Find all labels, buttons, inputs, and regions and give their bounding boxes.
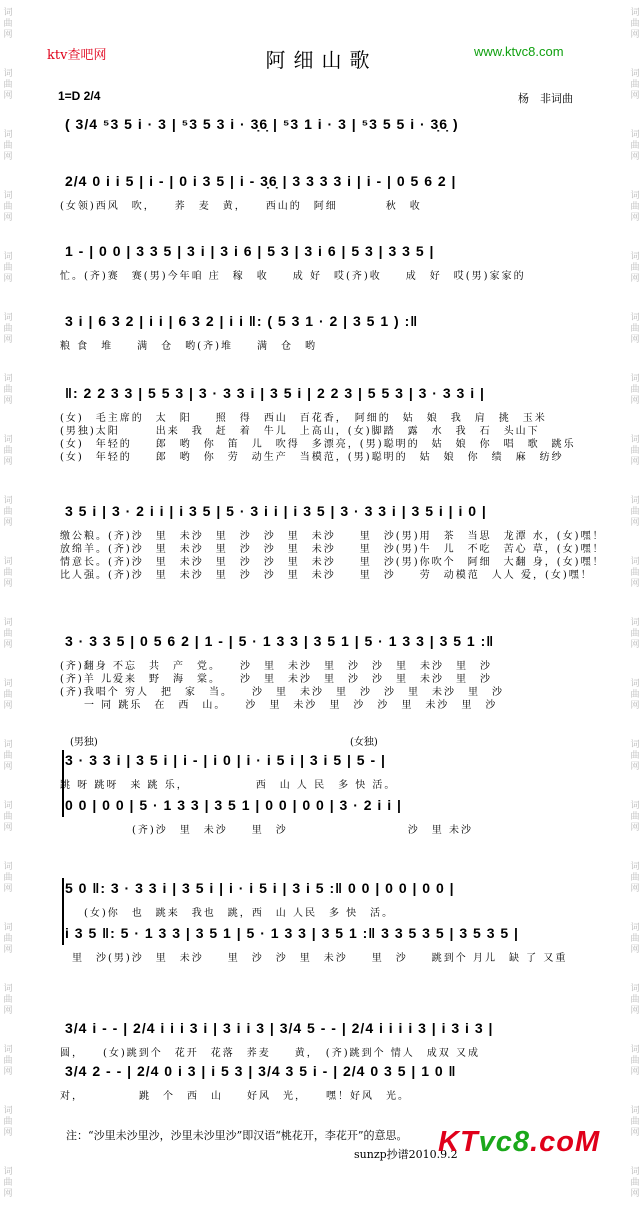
site-logo: KTvc8.coM (438, 1126, 601, 1158)
lyric-line: 粮 食 堆 满 仓 哟(齐)堆 满 仓 哟 (60, 341, 317, 352)
lyric-line: (齐)我唱个 穷人 把 家 当。 沙 里 未沙 里 沙 沙 里 未沙 里 沙 (60, 687, 504, 698)
watermark-text: 词 曲 网 (3, 862, 13, 894)
watermark-text: 词 曲 网 (3, 191, 13, 223)
author-credit: 杨 非词曲 (518, 92, 573, 105)
site-url-right: www.ktvc8.com (474, 44, 564, 59)
lyric-line: (女)你 也 跳来 我也 跳，西 山 人民 多 快 活。 (60, 908, 395, 919)
notation-line: 3 5 i | 3 · 2 i i | i 3 5 | 5 · 3 i i | i 3 5 | 3 · 3 3 i | 3 5 i | i 0 | (65, 503, 487, 519)
notation-line-lower: 0 0 | 0 0 | 5 · 1 3 3 | 3 5 1 | 0 0 | 0 0 | 3 · 2 i i | (65, 797, 402, 813)
watermark-text: 词 曲 网 (630, 130, 640, 162)
right-watermark-strip (627, 0, 643, 1219)
notation-line-lower: i 3 5 ‖: 5 · 1 3 3 | 3 5 1 | 5 · 1 3 3 | 3 5 1 :‖ 3 3 5 3 5 | 3 5 3 5 | (65, 925, 519, 941)
notation-line: 5 0 ‖: 3 · 3 3 i | 3 5 i | i · i 5 i | 3 i 5 :‖ 0 0 | 0 0 | 0 0 | (65, 880, 455, 896)
voice-label-male: (男独) (70, 737, 98, 748)
footnote: 注：“沙里未沙里沙，沙里未沙里沙”即汉语“桃花开，李花开”的意思。 (66, 1129, 408, 1142)
watermark-text: 词 曲 网 (630, 435, 640, 467)
lyric-line: (女) 年轻的 郎 哟 你 笛 儿 吹得 多漂亮，(男)聪明的 姑 娘 你 唱 歌 跳乐 (60, 439, 576, 450)
watermark-text: 词 曲 网 (630, 496, 640, 528)
watermark-text: 词 曲 网 (630, 8, 640, 40)
watermark-text: 词 曲 网 (630, 557, 640, 589)
notation-line: 3 i | 6 3 2 | i i | 6 3 2 | i i ‖: ( 5 3 1 · 2 | 3 5 1 ) :‖ (65, 313, 419, 329)
watermark-text: 词 曲 网 (630, 313, 640, 345)
lyric-line: (女领)西风 吹， 荞 麦 黄， 西山的 阿细 秋 收 (60, 201, 422, 212)
watermark-text: 词 曲 网 (630, 740, 640, 772)
watermark-text: 词 曲 网 (3, 923, 13, 955)
watermark-text: 词 曲 网 (630, 618, 640, 650)
lyric-line: (男独)太阳 出来 我 赶 着 牛儿 上高山，(女)脚踏 露 水 我 石 头山下 (60, 426, 540, 437)
watermark-text: 词 曲 网 (630, 69, 640, 101)
voice-label-female: (女独) (350, 737, 378, 748)
lyric-line-lower: (齐)沙 里 未沙 里 沙 沙 里 未沙 (60, 825, 473, 836)
notation-line: 3 · 3 3 i | 3 5 i | i - | i 0 | i · i 5 i | 3 i 5 | 5 - | (65, 752, 386, 768)
watermark-text: 词 曲 网 (630, 1106, 640, 1138)
watermark-text: 词 曲 网 (3, 740, 13, 772)
lyric-line: 一 同 跳乐 在 西 山。 沙 里 未沙 里 沙 沙 里 未沙 里 沙 (60, 700, 498, 711)
watermark-text: 词 曲 网 (3, 374, 13, 406)
lyric-line: (女) 毛主席的 太 阳 照 得 西山 百花香， 阿细的 姑 娘 我 肩 挑 玉米 (60, 413, 547, 424)
site-name-left: ktv查吧网 (47, 48, 107, 63)
key-signature: 1=D 2/4 (58, 89, 101, 103)
watermark-text: 词 曲 网 (630, 252, 640, 284)
lyric-line: 情意长。(齐)沙 里 未沙 里 沙 沙 里 未沙 里 沙(男)你吹个 阿细 大翻 身，(女)嘿！ (60, 557, 605, 568)
system-bracket (62, 750, 64, 817)
lyric-line: (齐)翻身 不忘 共 产 党。 沙 里 未沙 里 沙 沙 里 未沙 里 沙 (60, 661, 492, 672)
watermark-text: 词 曲 网 (3, 679, 13, 711)
system-bracket (62, 878, 64, 945)
watermark-text: 词 曲 网 (3, 801, 13, 833)
watermark-text: 词 曲 网 (630, 1167, 640, 1199)
watermark-text: 词 曲 网 (630, 1045, 640, 1077)
watermark-text: 词 曲 网 (630, 862, 640, 894)
notation-line: ‖: 2 2 3 3 | 5 5 3 | 3 · 3 3 i | 3 5 i | 2 2 3 | 5 5 3 | 3 · 3 3 i | (65, 385, 485, 401)
watermark-text: 词 曲 网 (3, 1167, 13, 1199)
lyric-line: 圆， (女)跳到个 花开 花落 荞麦 黄， (齐)跳到个 情人 成双 又成 (60, 1048, 480, 1059)
notation-line: 3/4 2 - - | 2/4 0 i 3 | i 5 3 | 3/4 3 5 i - | 2/4 0 3 5 | 1 0 ‖ (65, 1063, 457, 1079)
watermark-text: 词 曲 网 (3, 618, 13, 650)
watermark-text: 词 曲 网 (630, 923, 640, 955)
watermark-text: 词 曲 网 (630, 374, 640, 406)
lyric-line: (齐)羊 儿爱来 野 海 棠。 沙 里 未沙 里 沙 沙 里 未沙 里 沙 (60, 674, 492, 685)
lyric-line: 放绵羊。(齐)沙 里 未沙 里 沙 沙 里 未沙 里 沙(男)牛 儿 不吃 苦心 草，(女)嘿！ (60, 544, 605, 555)
watermark-text: 词 曲 网 (3, 69, 13, 101)
watermark-text: 词 曲 网 (630, 984, 640, 1016)
watermark-text: 词 曲 网 (630, 679, 640, 711)
lyric-line: (女) 年轻的 郎 哟 你 劳 动生产 当模范，(男)聪明的 姑 娘 你 绩 麻 纺纱 (60, 452, 564, 463)
notation-line: 1 - | 0 0 | 3 3 5 | 3 i | 3 i 6 | 5 3 | 3 i 6 | 5 3 | 3 3 5 | (65, 243, 435, 259)
watermark-text: 词 曲 网 (3, 496, 13, 528)
watermark-text: 词 曲 网 (3, 984, 13, 1016)
watermark-text: 词 曲 网 (3, 252, 13, 284)
notation-line: ( 3/4 ⁵3 5 i · 3 | ⁵3 5 3 i · 3̣6̣ | ⁵3 1 i · 3 | ⁵3 5 5 i · 3̣6̣ ) (65, 116, 459, 132)
song-title: 阿细山歌 (265, 48, 378, 72)
lyric-line: 比人强。(齐)沙 里 未沙 里 沙 沙 里 未沙 里 沙 劳 动模范 人人 爱，(女)嘿！ (60, 570, 593, 581)
lyric-line-lower: 里 沙(男)沙 里 未沙 里 沙 沙 里 未沙 里 沙 跳到个 月儿 缺 了 又重 (60, 953, 568, 964)
watermark-text: 词 曲 网 (3, 435, 13, 467)
watermark-text: 词 曲 网 (3, 313, 13, 345)
lyric-line: 跳 呀 跳呀 来 跳 乐， 西 山 人 民 多 快 活。 (60, 780, 397, 791)
notation-line: 2/4 0 i i 5 | i - | 0 i 3 5 | i - 3̣6̣ | 3 3 3 3 i | i - | 0 5 6 2 | (65, 173, 457, 189)
watermark-text: 词 曲 网 (3, 130, 13, 162)
watermark-text: 词 曲 网 (630, 191, 640, 223)
lyric-line: 对， 跳 个 西 山 好风 光， 嘿！好风 光。 (60, 1091, 410, 1102)
watermark-text: 词 曲 网 (3, 1106, 13, 1138)
lyric-line: 忙。(齐)赛 赛(男)今年咱 庄 稼 收 成 好 哎(齐)收 成 好 哎(男)家家的 (60, 271, 526, 282)
notation-line: 3 · 3 3 5 | 0 5 6 2 | 1 - | 5 · 1 3 3 | 3 5 1 | 5 · 1 3 3 | 3 5 1 :‖ (65, 633, 495, 649)
copyist-credit: sunzp抄谱2010.9.2 (354, 1148, 458, 1161)
notation-line: 3/4 i - - | 2/4 i i i 3 i | 3 i i 3 | 3/4 5 - - | 2/4 i i i i 3 | i 3 i 3 | (65, 1020, 494, 1036)
watermark-text: 词 曲 网 (630, 801, 640, 833)
watermark-text: 词 曲 网 (3, 8, 13, 40)
lyric-line: 缴公粮。(齐)沙 里 未沙 里 沙 沙 里 未沙 里 沙(男)用 茶 当思 龙潭 水，(女)嘿！ (60, 531, 605, 542)
watermark-text: 词 曲 网 (3, 1045, 13, 1077)
watermark-text: 词 曲 网 (3, 557, 13, 589)
left-watermark-strip (0, 0, 16, 1219)
